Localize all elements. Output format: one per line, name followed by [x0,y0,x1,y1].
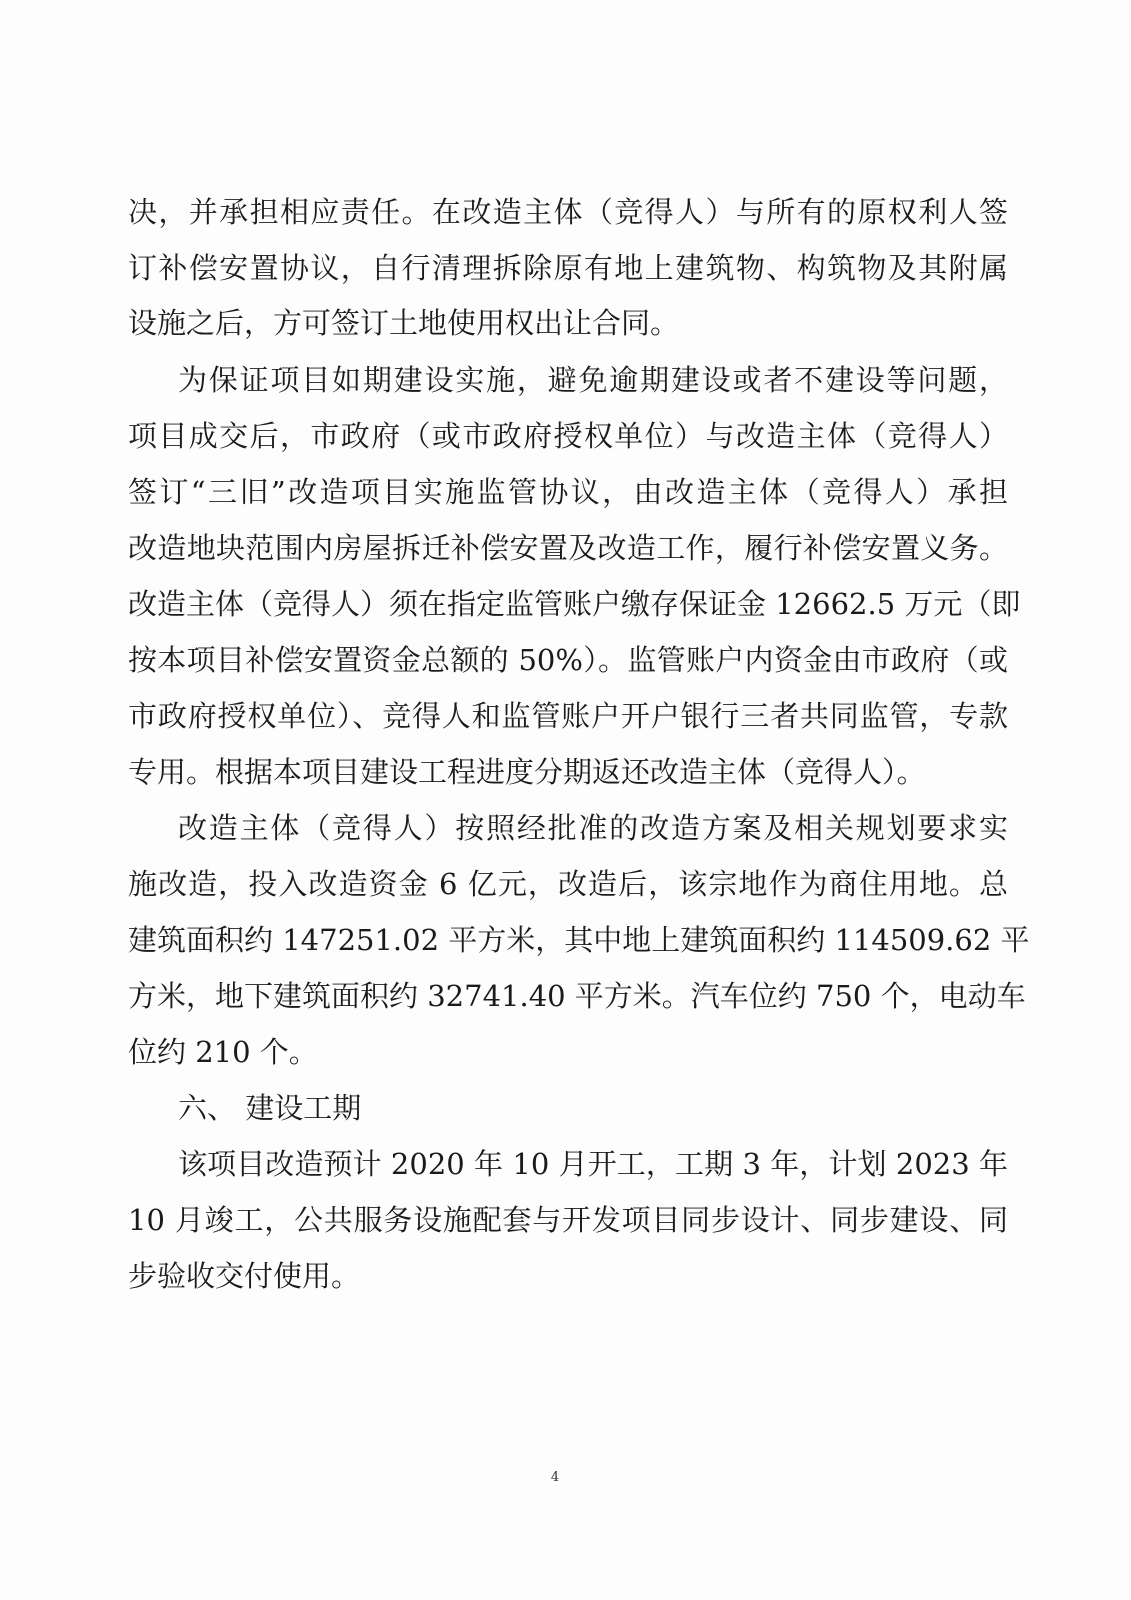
paragraph-line: 施改造，投入改造资金 6 亿元，改造后，该宗地作为商住用地。总 [128,867,1008,901]
section-heading: 六、 建设工期 [178,1091,362,1125]
paragraph-line: 决，并承担相应责任。在改造主体（竞得人）与所有的原权利人签 [128,195,1008,229]
paragraph-line: 10 月竣工，公共服务设施配套与开发项目同步设计、同步建设、同 [128,1203,1008,1237]
paragraph-line: 专用。根据本项目建设工程进度分期返还改造主体（竞得人）。 [128,755,926,789]
paragraph-line: 市政府授权单位）、竞得人和监管账户开户银行三者共同监管，专款 [128,699,1008,733]
paragraph-line: 设施之后，方可签订土地使用权出让合同。 [128,306,680,340]
paragraph-line: 签订“三旧”改造项目实施监管协议，由改造主体（竞得人）承担 [128,475,1008,509]
paragraph-line: 按本项目补偿安置资金总额的 50%）。监管账户内资金由市政府（或 [128,643,1008,677]
paragraph-line: 改造主体（竞得人）须在指定监管账户缴存保证金 12662.5 万元（即 [128,587,1021,621]
paragraph-line: 改造地块范围内房屋拆迁补偿安置及改造工作，履行补偿安置义务。 [128,531,1008,565]
paragraph-line: 为保证项目如期建设实施，避免逾期建设或者不建设等问题， [178,363,1008,397]
paragraph-line: 建筑面积约 147251.02 平方米，其中地上建筑面积约 114509.62 平 [128,923,1030,957]
paragraph-line: 位约 210 个。 [128,1035,318,1069]
paragraph-line: 该项目改造预计 2020 年 10 月开工，工期 3 年，计划 2023 年 [178,1147,1008,1181]
paragraph-line: 方米，地下建筑面积约 32741.40 平方米。汽车位约 750 个，电动车 [128,979,1026,1013]
paragraph-line: 订补偿安置协议，自行清理拆除原有地上建筑物、构筑物及其附属 [128,251,1008,285]
paragraph-line: 项目成交后，市政府（或市政府授权单位）与改造主体（竞得人） [128,419,1008,453]
paragraph-line: 步验收交付使用。 [128,1259,361,1293]
paragraph-line: 改造主体（竞得人）按照经批准的改造方案及相关规划要求实 [178,811,1008,845]
page-number: 4 [550,1470,560,1485]
